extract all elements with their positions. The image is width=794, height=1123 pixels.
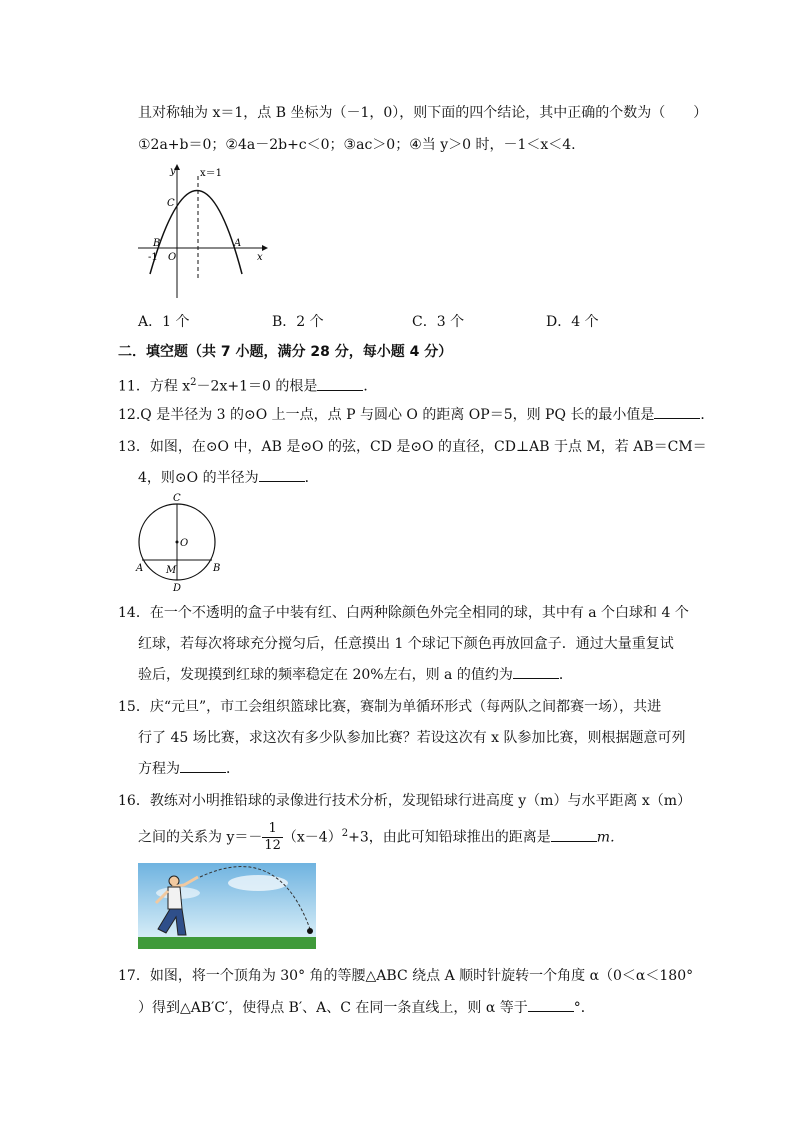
point-A-label: A	[234, 238, 242, 249]
q11-pre: 11．方程 x	[118, 378, 191, 395]
q13-end: ．	[304, 470, 319, 486]
answer-blank	[551, 828, 597, 842]
q10-line2: ①2a+b＝0；②4a－2b+c＜0；③ac＞0；④当 y＞0 时，－1＜x＜4.	[138, 137, 576, 153]
q14-line1: 14．在一个不透明的盒子中装有红、白两种除颜色外完全相同的球，其中有 a 个白球和 4 个	[118, 605, 689, 621]
option-d: D．4 个	[546, 314, 599, 330]
q14-end: ．	[558, 667, 573, 683]
minus-one-label: -1	[148, 252, 158, 263]
shot-ball	[307, 928, 313, 934]
answer-blank	[317, 377, 363, 391]
q10-line1: 且对称轴为 x＝1，点 B 坐标为（－1，0），则下面的四个结论，其中正确的个数为（ ）	[138, 105, 708, 121]
q11-sup: 2	[190, 377, 197, 388]
q12-text: 12.Q 是半径为 3 的⊙O 上一点，点 P 与圆心 O 的距离 OP＝5，则 PQ 长的最小值是	[118, 407, 655, 423]
q13-line2	[138, 468, 319, 488]
answer-blank	[513, 665, 559, 679]
q17-end: °．	[573, 1000, 595, 1016]
center-point	[176, 541, 179, 544]
answer-blank	[180, 759, 226, 773]
label-M: M	[166, 565, 177, 576]
q16-pre: 之间的关系为 y＝－	[138, 829, 263, 846]
point-C-label: C	[167, 198, 175, 209]
answer-blank	[528, 998, 574, 1012]
q10-parabola-graph	[134, 162, 274, 302]
section-heading: 二．填空题（共 7 小题，满分 28 分，每小题 4 分）	[118, 344, 453, 360]
axis-label: x＝1	[200, 168, 223, 179]
q15-line3-text: 方程为	[138, 761, 180, 777]
q14-line2: 红球，若每次将球充分搅匀后，任意摸出 1 个球记下颜色再放回盒子．通过大量重复试	[138, 636, 674, 652]
q11-end: ．	[363, 378, 378, 395]
q13-line2-text: 4，则⊙O 的半径为	[138, 470, 259, 486]
q16-sup: 2	[341, 828, 349, 839]
fraction	[262, 821, 283, 854]
q13-line1: 13．如图，在⊙O 中，AB 是⊙O 的弦，CD 是⊙O 的直径，CD⊥AB 于点 M，若 AB＝CM＝	[118, 439, 707, 455]
shot-put-illustration	[138, 863, 316, 949]
q15-line3	[138, 759, 240, 779]
q12	[118, 405, 714, 425]
q11	[118, 373, 377, 397]
q12-end: ．	[700, 407, 715, 423]
q11-post: －2x+1＝0 的根是	[196, 378, 318, 395]
label-C: C	[173, 493, 181, 504]
x-axis-arrow	[262, 245, 268, 251]
q16-mid: （x－4）	[282, 829, 342, 846]
q17-line2-text: ）得到△AB′C′，使得点 B′、A、C 在同一条直线上，则 α 等于	[138, 1000, 528, 1016]
point-B-label: B	[153, 238, 161, 249]
label-B: B	[213, 563, 221, 574]
q15-end: ．	[226, 761, 240, 777]
fraction-denominator: 12	[264, 838, 281, 854]
parabola-curve	[150, 191, 242, 275]
option-c: C．3 个	[412, 314, 465, 330]
cloud	[228, 875, 288, 891]
label-O: O	[180, 538, 189, 549]
q16-line2	[138, 816, 624, 856]
option-b: B．2 个	[272, 314, 324, 330]
label-A: A	[136, 563, 144, 574]
q13-circle-figure	[134, 490, 224, 594]
q16-post: +3，由此可知铅球推出的距离是	[348, 829, 551, 846]
q17-line1: 17．如图，将一个顶角为 30° 角的等腰△ABC 绕点 A 顺时针旋转一个角度 α（0＜α＜180°	[118, 968, 694, 984]
q16-unit: m．	[596, 829, 625, 846]
q15-line2: 行了 45 场比赛，求这次有多少队参加比赛？若设这次有 x 队参加比赛，则根据题意可列	[138, 730, 686, 746]
q14-line3	[138, 665, 573, 685]
x-label: x	[257, 252, 263, 263]
y-label: y	[170, 166, 176, 177]
grass-ground	[138, 937, 316, 949]
answer-blank	[654, 405, 700, 419]
q14-line3-text: 验后，发现摸到红球的频率稳定在 20%左右，则 a 的值约为	[138, 667, 513, 683]
fraction-numerator: 1	[262, 821, 283, 838]
q15-line1: 15．庆“元旦”，市工会组织篮球比赛，赛制为单循环形式（每两队之间都赛一场），共进	[118, 699, 662, 715]
label-D: D	[173, 583, 182, 594]
q16-line1: 16．教练对小明推铅球的录像进行技术分析，发现铅球行进高度 y（m）与水平距离 x（m）	[118, 793, 692, 809]
option-a: A．1 个	[138, 314, 190, 330]
answer-blank	[259, 468, 305, 482]
origin-label: O	[168, 252, 177, 263]
q17-line2	[138, 998, 595, 1018]
